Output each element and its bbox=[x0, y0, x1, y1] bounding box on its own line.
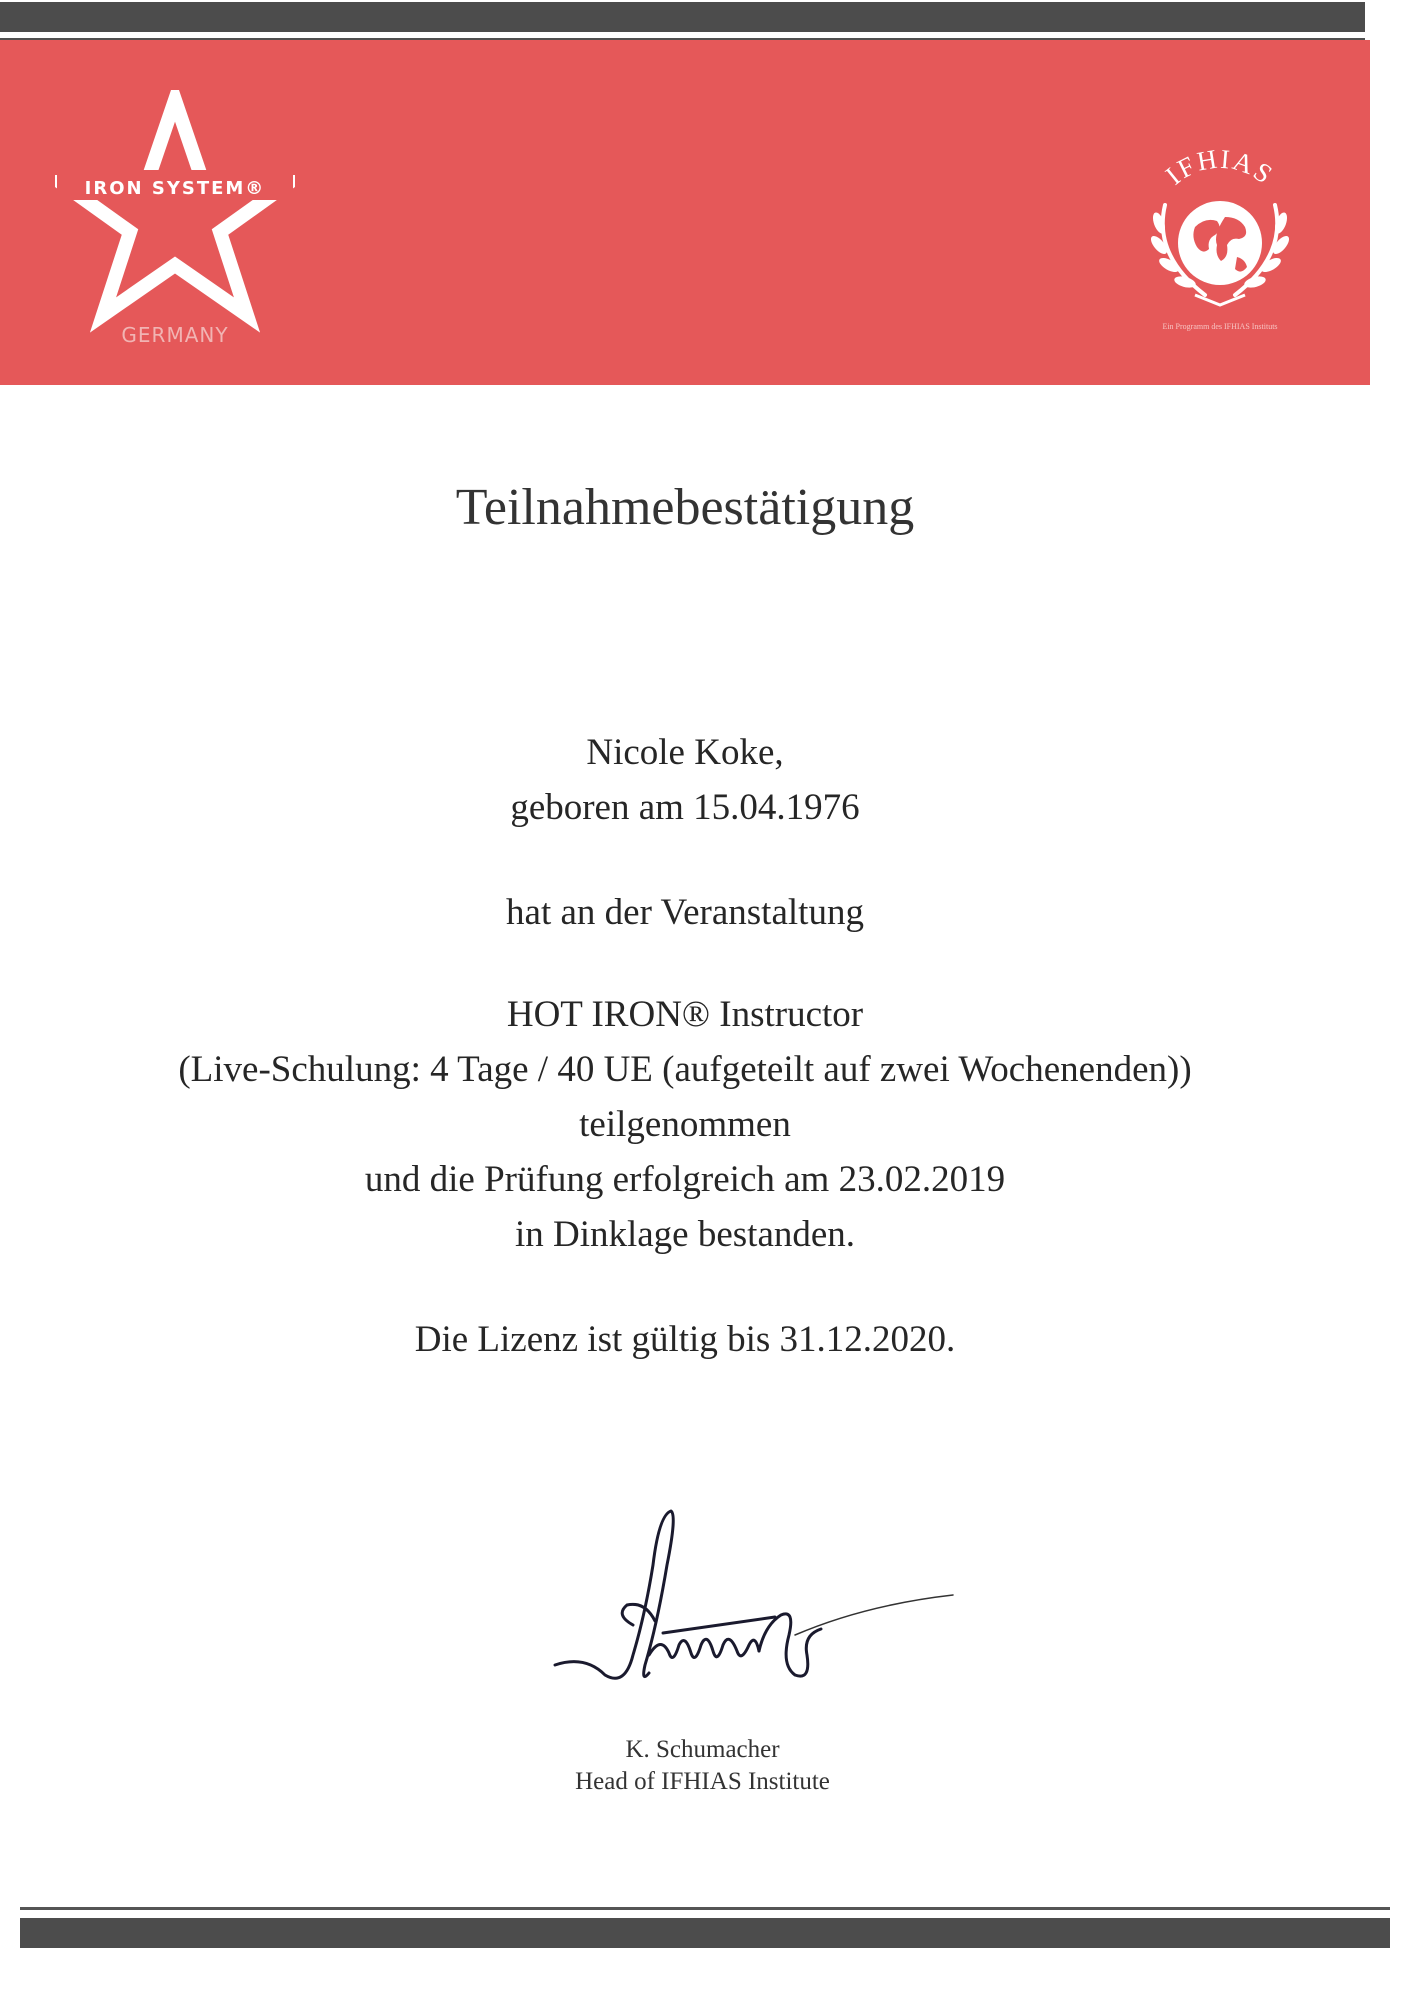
exam-statement: und die Prüfung erfolgreich am 23.02.2019 bbox=[364, 1159, 1006, 1200]
signatory-role: Head of IFHIAS Institute bbox=[575, 1768, 830, 1795]
document-title: Teilnahmebestätigung bbox=[455, 479, 915, 536]
iron-system-brand: IRON SYSTEM® bbox=[84, 178, 266, 199]
ifhias-caption: Ein Programm des IFHIAS Instituts bbox=[1162, 322, 1278, 331]
svg-text:IFHIAS bbox=[1160, 145, 1280, 191]
star-icon bbox=[55, 90, 295, 355]
course-details: (Live-Schulung: 4 Tage / 40 UE (aufgeteilt auf zwei Wochenenden)) bbox=[178, 1049, 1192, 1090]
iron-system-country: GERMANY bbox=[121, 323, 229, 347]
top-border-bar bbox=[0, 2, 1365, 32]
participant-name: Nicole Koke, bbox=[586, 732, 784, 773]
certificate-body bbox=[0, 725, 1370, 1367]
signatory-name: K. Schumacher bbox=[625, 1736, 780, 1763]
participant-birthdate: geboren am 15.04.1976 bbox=[510, 787, 860, 828]
bottom-border-bar bbox=[20, 1918, 1390, 1948]
ifhias-brand: IFHIAS bbox=[1159, 145, 1280, 191]
bottom-border-line bbox=[20, 1907, 1390, 1910]
course-name: HOT IRON® Instructor bbox=[506, 994, 864, 1035]
globe-laurel-icon bbox=[1125, 145, 1315, 320]
exam-location: in Dinklage bestanden. bbox=[514, 1214, 856, 1255]
signatory-block bbox=[530, 1734, 875, 1798]
license-validity: Die Lizenz ist gültig bis 31.12.2020. bbox=[414, 1319, 956, 1360]
participation-statement: teilgenommen bbox=[579, 1104, 791, 1145]
event-intro: hat an der Veranstaltung bbox=[506, 892, 864, 933]
handwritten-signature bbox=[545, 1505, 965, 1725]
